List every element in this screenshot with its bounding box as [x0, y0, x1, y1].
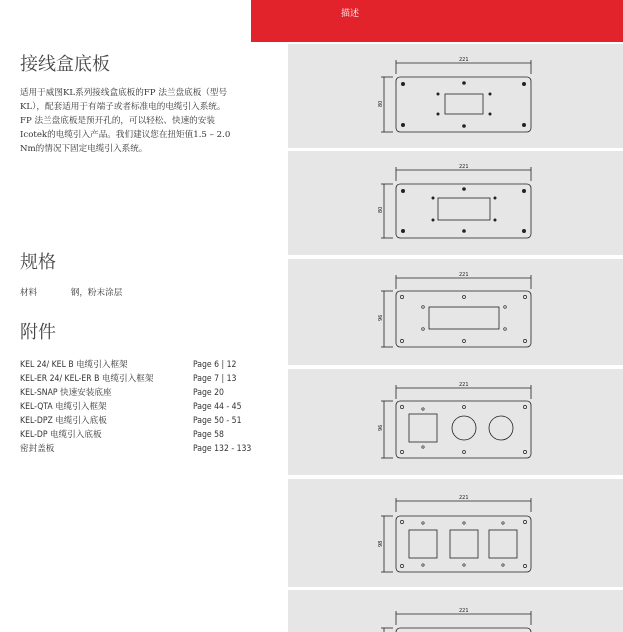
width-label: 221 — [459, 164, 469, 170]
accessory-row — [20, 428, 260, 442]
page-title: 接线盒底板 — [20, 54, 110, 75]
height-label: 96 — [378, 424, 384, 431]
drawing-plate-2 — [288, 151, 623, 255]
drawing-panel-6 — [288, 590, 623, 632]
spec-row — [20, 286, 122, 298]
accessory-name: KEL-DP 电缆引入底板 — [20, 430, 102, 440]
drawing-panel-1 — [288, 44, 623, 148]
height-label: 96 — [378, 314, 384, 321]
accessory-page[interactable]: Page 58 — [193, 430, 224, 440]
drawing-panel-4 — [288, 369, 623, 475]
drawing-panel-2 — [288, 151, 623, 255]
accessory-page[interactable]: Page 6 | 12 — [193, 360, 237, 370]
drawing-plate-6 — [288, 590, 623, 632]
accessory-name: 密封盖板 — [20, 444, 55, 454]
accessory-row — [20, 400, 260, 414]
accessory-page[interactable]: Page 132 - 133 — [193, 444, 252, 454]
drawing-panel-5 — [288, 479, 623, 587]
header-bar — [251, 0, 623, 42]
spec-key: 材料 — [20, 288, 38, 298]
accessories-title: 附件 — [20, 322, 56, 343]
accessory-name: KEL-QTA 电缆引入框架 — [20, 402, 107, 412]
accessory-name: KEL-ER 24/ KEL-ER B 电缆引入框架 — [20, 374, 154, 384]
accessory-row — [20, 358, 260, 372]
drawing-panel-3 — [288, 259, 623, 365]
accessory-row — [20, 414, 260, 428]
width-label: 221 — [459, 495, 469, 501]
header-label: 描述 — [341, 9, 360, 19]
accessory-page[interactable]: Page 7 | 13 — [193, 374, 237, 384]
height-label: 98 — [378, 540, 384, 547]
accessories-list — [20, 358, 260, 456]
drawing-plate-5 — [288, 479, 623, 587]
width-label: 221 — [459, 608, 469, 614]
accessory-row — [20, 386, 260, 400]
accessory-row — [20, 372, 260, 386]
drawing-plate-4 — [288, 369, 623, 475]
spec-value: 钢，粉末涂层 — [70, 288, 123, 298]
accessory-name: KEL-SNAP 快速安装底座 — [20, 388, 112, 398]
accessory-page[interactable]: Page 44 - 45 — [193, 402, 242, 412]
accessory-name: KEL-DPZ 电缆引入底板 — [20, 416, 107, 426]
height-label: 80 — [378, 100, 384, 107]
height-label: 80 — [378, 206, 384, 213]
accessory-page[interactable]: Page 50 - 51 — [193, 416, 242, 426]
description: 适用于威图KL系列接线盒底板的FP 法兰盘底板（型号KL），配套适用于有端子或者标准电的电缆引入系统。 FP 法兰盘底板是预开孔的，可以轻松、快速的安装Icotek的电缆引入产品。我们建议您在扭矩值1.5 – 2.0 Nm的情况下固定电缆引入系统。 — [20, 88, 231, 154]
accessory-page[interactable]: Page 20 — [193, 388, 224, 398]
width-label: 221 — [459, 382, 469, 388]
drawing-plate-1 — [288, 44, 623, 148]
specs-title: 规格 — [20, 252, 56, 273]
accessory-row — [20, 442, 260, 456]
width-label: 221 — [459, 272, 469, 278]
drawing-plate-3 — [288, 259, 623, 365]
accessory-name: KEL 24/ KEL B 电缆引入框架 — [20, 360, 128, 370]
width-label: 221 — [459, 57, 469, 63]
